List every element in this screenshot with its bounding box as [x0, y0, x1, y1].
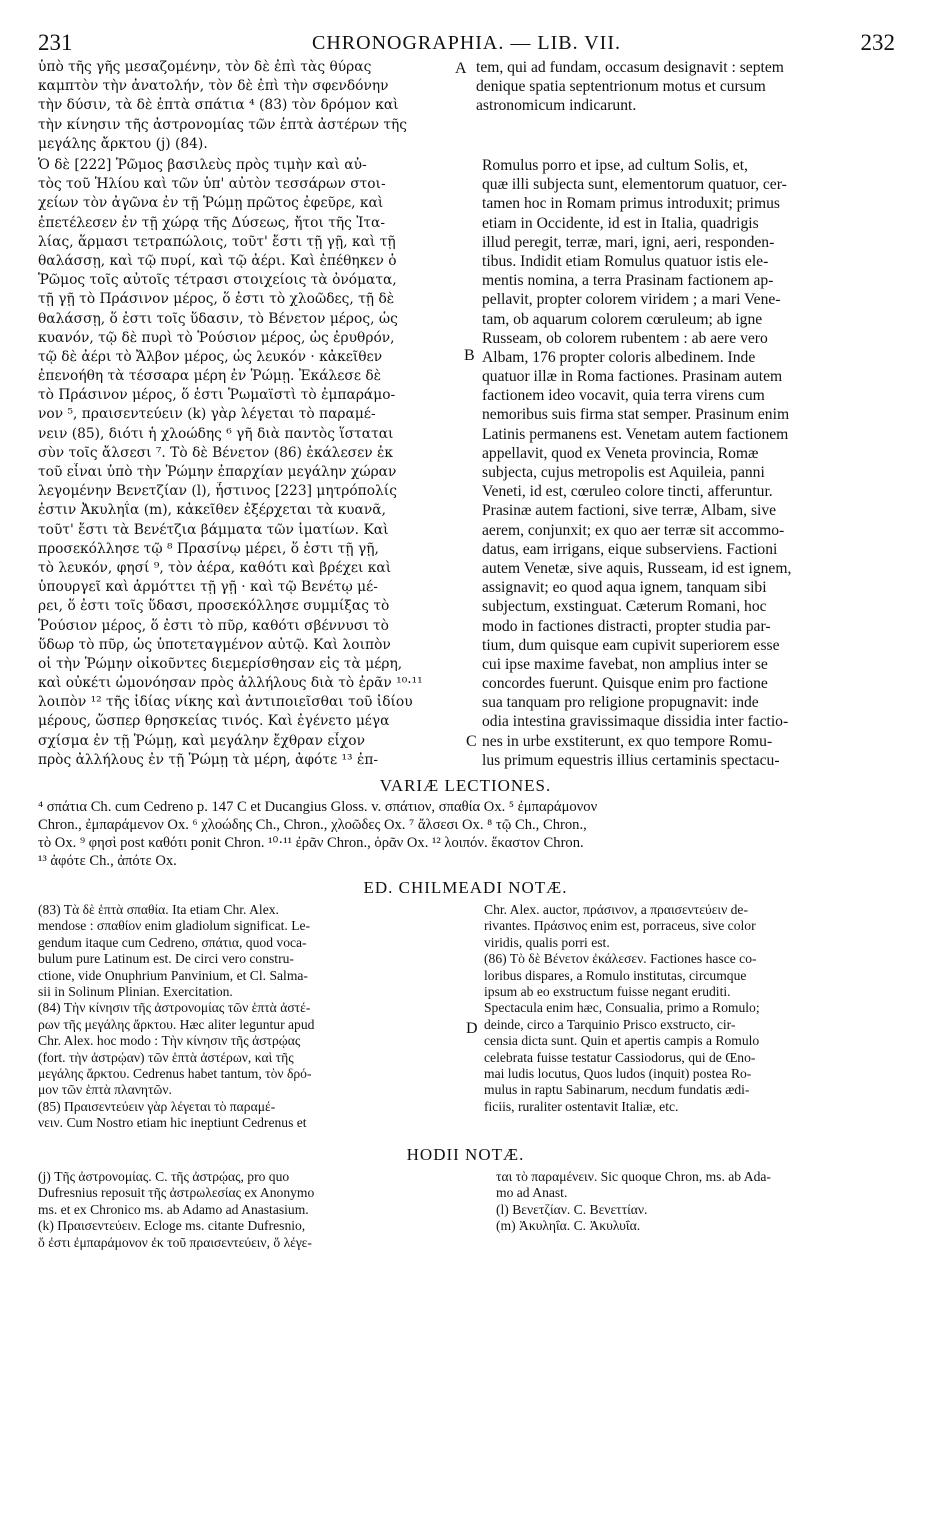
text-line: νειν. Cum Nostro etiam hic ineptiunt Cedrenus et — [38, 1115, 307, 1131]
text-line: nes in urbe exstiterunt, ex quo tempore Romu- — [482, 732, 773, 750]
text-line: sii in Solinum Plinian. Exercitation. — [38, 983, 233, 999]
text-line: Veneti, id est, cœruleo colore tincti, afferuntur. — [482, 483, 773, 501]
text-line: tam, ob aquarum colorem cœruleum; ab igne — [482, 310, 763, 328]
text-line: τὸς τοῦ Ἡλίου καὶ τῶν ὑπ' αὐτὸν τεσσάρων στοι- — [38, 176, 386, 193]
text-line: denique spatia septentrionum motus et cursum — [476, 78, 766, 96]
text-line: illud peregit, terræ, mari, igni, aeri, responden- — [482, 233, 775, 251]
text-line: ⁴ σπάτια Ch. cum Cedreno p. 147 C et Ducangius Gloss. v. σπάτιον, σπαθία Ox. ⁵ ἐμπαράμονον — [38, 799, 598, 815]
text-line: factionem ideo vocavit, quia terra virens cum — [482, 387, 765, 405]
text-line: (l) Βενετζίαν. C. Βενεττίαν. — [496, 1201, 648, 1217]
text-line: mentis nomina, a terra Prasinam factionem ap- — [482, 272, 774, 290]
text-line: mo ad Anast. — [496, 1185, 568, 1201]
text-line: μον τῶν ἑπτὰ πλανητῶν. — [38, 1082, 172, 1098]
text-line: τὸ Πράσινον μέρος, ὅ ἐστι Ῥωμαϊστὶ τὸ ἐμπαράμο- — [38, 387, 396, 404]
text-line: ὑπὸ τῆς γῆς μεσαζομένην, τὸν δὲ ἐπὶ τὰς θύρας — [38, 59, 372, 75]
text-line: κυανόν, τῷ δὲ πυρὶ τὸ Ῥούσιον μέρος, ὡς ἐρυθρόν, — [38, 329, 395, 346]
variae-lectiones-block — [38, 798, 895, 870]
text-line: ται τὸ παραμένειν. Sic quoque Chron, ms. ab Ada- — [496, 1169, 771, 1184]
text-line: μεγάλης ἄρκτου. Cedrenus habet tantum, τὸν δρό- — [38, 1065, 312, 1081]
text-line: tibus. Indidit etiam Romulus quatuor istis ele- — [482, 252, 769, 270]
text-line: (85) Πραισεντεύειν γὰρ λέγεται τὸ παραμέ- — [38, 1098, 276, 1114]
text-line: νον ⁵, πραισεντεύειν (k) γὰρ λέγεται τὸ παραμέ- — [38, 406, 376, 423]
text-line: ὕδωρ τὸ πῦρ, ὡς ὑποτεταγμένον αὐτῷ. Καὶ λοιπὸν — [38, 636, 391, 653]
text-line: Chr. Alex. auctor, πράσινον, a πραισεντεύειν de- — [484, 902, 748, 917]
text-line: Albam, 176 propter coloris albedinem. Inde — [482, 348, 756, 366]
text-line: λοιπὸν ¹² τῆς ἰδίας νίκης καὶ ἀντιποιεῖσθαι τοῦ ἰδίου — [38, 694, 413, 711]
variae-lectiones-title: VARIÆ LECTIONES. — [379, 776, 552, 795]
text-line: ὑπουργεῖ καὶ ἁρμόττει τῇ γῇ · καὶ τῷ Βενέτῳ μέ- — [38, 579, 378, 596]
text-line: λίας, ἅρμασι τετραπώλοις, τοῦτ' ἔστι τῇ γῇ, καὶ τῇ — [38, 233, 396, 250]
text-line: Ῥούσιον μέρος, ὅ ἐστι τὸ πῦρ, καθότι σβέννυσι τὸ — [38, 617, 389, 634]
page-number-left: 231 — [38, 30, 73, 55]
text-line: nemoribus suis firma stat semper. Prasinum enim — [482, 406, 790, 424]
text-line: quæ illi subjecta sunt, elementorum quatuor, cer- — [482, 176, 787, 194]
text-line: Chron., ἐμπαράμενον Ox. ⁶ χλοώδης Ch., Chron., χλοῶδες Ox. ⁷ ἄλσεσι Ox. ⁸ τῷ Ch., Chron., — [38, 817, 587, 833]
text-line: ms. et ex Chronico ms. ab Adamo ad Anastasium. — [38, 1201, 309, 1217]
text-line: lus primum equestris illius certaminis spectacu- — [482, 751, 780, 769]
text-line: gendum itaque cum Cedreno, σπάτια, quod voca- — [38, 934, 307, 950]
running-header — [38, 30, 895, 56]
text-line: celebrata fuisse testatur Cassiodorus, qui de Œno- — [484, 1049, 756, 1065]
text-line: datus, eam irrigans, eique subserviens. Factioni — [482, 540, 778, 558]
text-line: ρει, ὅ ἐστι τοῖς ὕδασι, προσεκόλλησε συμμίξας τὸ — [38, 598, 390, 615]
text-line: Ὁ δὲ [222] Ῥῶμος βασιλεὺς πρὸς τιμὴν καὶ αὐ- — [38, 157, 367, 173]
text-line: Dufresnius reposuit τῆς ἀστρωλεσίας ex Anonymo — [38, 1185, 315, 1201]
text-line: odia intestina gravissimaque dissidia inter factio- — [482, 713, 789, 731]
text-line: Prasinæ autem factioni, sive terræ, Albam, sive — [482, 502, 777, 520]
text-line: μεγάλης ἄρκτου (j) (84). — [38, 135, 208, 152]
chilmead-notes-title: ED. CHILMEADI NOTÆ. — [363, 878, 568, 897]
text-line: aerem, conjunxit; ex quo aer terræ sit accommo- — [482, 521, 785, 539]
text-line: πρὸς ἀλλήλους ἐν τῇ Ῥώμῃ τὰ μέρη, ἀφότε ¹³ ἐπ- — [38, 751, 379, 768]
text-line: autem Venetæ, sive aquis, Russeam, id est ignem, — [482, 559, 792, 577]
text-line: τοῦτ' ἔστι τὰ Βενέτζια βάμματα τῶν ἱματίων. Καὶ — [38, 521, 389, 538]
latin-main-column — [482, 156, 895, 770]
text-line: (84) Τὴν κίνησιν τῆς ἀστρονομίας τῶν ἑπτὰ ἀστέ- — [38, 1000, 311, 1016]
text-line: νειν (85), διότι ἡ χλοώδης ⁶ γῆ διὰ παντὸς ἵσταται — [38, 425, 394, 442]
text-line: μέρους, ὥσπερ θρησκείας τινός. Καὶ ἐγένετο μέγα — [38, 713, 390, 730]
text-line: χείων τὸν ἀγῶνα ἐν τῇ Ῥώμῃ πρῶτος ἐφεῦρε, καὶ — [38, 195, 384, 212]
text-line: cui ipse maxime favebat, non amplius inter se — [482, 655, 768, 673]
text-line: (86) Τὸ δὲ Βένετον ἐκάλεσεν. Factiones hasce co- — [484, 951, 757, 967]
text-line: mai ludis locutus, Quos ludos (inquit) postea Ro- — [484, 1065, 752, 1081]
text-line: bulum pure Latinum est. De circi vero constru- — [38, 951, 294, 967]
text-line: (m) Ἀκυληΐα. C. Ἀκυλυΐα. — [496, 1218, 641, 1234]
text-line: Ῥῶμος τοῖς αὐτοῖς τέτρασι στοιχείοις τὰ ὀνόματα, — [38, 272, 397, 289]
margin-marker-c: C — [466, 733, 477, 750]
text-line: ρων τῆς μεγάλης ἄρκτου. Hæc aliter leguntur apud — [38, 1016, 315, 1032]
greek-top-block — [38, 58, 464, 154]
text-line: θαλάσσῃ, ὅ ἐστι τοῖς ὕδασιν, τὸ Βένετον μέρος, ὡς — [38, 310, 398, 327]
text-line: appellavit, quod ex Veneta provincia, Romæ — [482, 444, 759, 462]
text-line: tamen hoc in Romam primus introduxit; primus — [482, 195, 780, 213]
page-number-right: 232 — [860, 30, 895, 55]
text-line: rivantes. Πράσινος enim est, porraceus, sive color — [484, 918, 756, 934]
text-line: σχίσμα ἐν τῇ Ῥώμῃ, καὶ μεγάλην ἔχθραν εἶχον — [38, 732, 365, 749]
text-line: quatuor illæ in Roma factiones. Prasinam autem — [482, 368, 783, 386]
text-line: censia dicta sunt. Quin et apertis campis a Romulo — [484, 1033, 760, 1049]
chilmead-notes-left — [38, 902, 464, 1131]
text-line: pellavit, propter colorem viridem ; a mari Vene- — [482, 291, 781, 309]
text-line: deinde, circo a Tarquinio Prisco exstructo, cir- — [484, 1016, 736, 1032]
text-line: ipsum ab eo exstructum fuisse negant eruditi. — [484, 983, 731, 999]
text-line: λεγομένην Βενετζίαν (l), ἧστινος [223] μητρόπολίς — [38, 483, 397, 500]
text-line: (fort. τὴν ἀστρῴαν) τῶν ἑπτὰ ἀστέρων, καὶ τῆς — [38, 1049, 294, 1065]
text-line: viridis, qualis porri est. — [484, 934, 610, 950]
text-line: assignavit; eo quod aqua ignem, tanquam sibi — [482, 579, 767, 597]
text-line: concordes fuerunt. Quisque enim pro factione — [482, 675, 768, 693]
text-line: προσεκόλλησε τῷ ⁸ Πρασίνῳ μέρει, ὅ ἐστι τῇ γῇ, — [38, 540, 379, 557]
text-line: ficiis, ruraliter ostentavit Italiæ, etc. — [484, 1098, 679, 1114]
text-line: Spectacula enim hæc, Consualia, primo a Romulo; — [484, 1000, 760, 1016]
text-line: loribus dispares, a Romulo institutas, circumque — [484, 967, 747, 983]
margin-marker-b: B — [464, 347, 475, 364]
text-line: τὸ λευκόν, φησί ⁹, τὸν ἀέρα, καθότι καὶ βρέχει καὶ — [38, 559, 392, 576]
text-line: modo in factiones distracti, propter studia par- — [482, 617, 771, 635]
text-line: Romulus porro et ipse, ad cultum Solis, et, — [482, 157, 748, 174]
text-line: ἐστιν Ἀκυληΐα (m), κἀκεῖθεν ἐξέρχεται τὰ κυανᾶ, — [38, 502, 386, 519]
text-line: ἐπενοήθη τὰ τέσσαρα μέρη ἐν Ῥώμῃ. Ἐκάλεσε δὲ — [38, 368, 382, 385]
hodii-notes-title: HODII NOTÆ. — [406, 1145, 525, 1164]
greek-main-column — [38, 156, 464, 770]
text-line: (k) Πραισεντεύειν. Ecloge ms. citante Dufresnio, — [38, 1218, 306, 1234]
chilmead-notes-right — [484, 902, 895, 1115]
text-line: Russeam, ob colorem rubentem : ab aere vero — [482, 329, 768, 347]
text-line: Chr. Alex. hoc modo : Τὴν κίνησιν τῆς ἀστρῴας — [38, 1033, 301, 1049]
text-line: τῇ γῇ τὸ Πράσινον μέρος, ὅ ἐστι τὸ χλοῶδες, τῇ δὲ — [38, 291, 395, 308]
text-line: τὴν κίνησιν τῆς ἀστρονομίας τῶν ἑπτὰ ἀστέρων τῆς — [38, 116, 407, 133]
text-line: τὸ Ox. ⁹ φησὶ post καθότι ponit Chron. ¹⁰·¹¹ ἐρᾶν Chron., ὁρᾶν Ox. ¹² λοιπόν. ἕκαστον Chron. — [38, 835, 584, 851]
text-line: τῷ δὲ ἀέρι τὸ Ἄλβον μέρος, ὡς λευκόν · κἀκεῖθεν — [38, 348, 383, 365]
hodii-notes-right — [496, 1169, 895, 1235]
latin-top-block — [476, 58, 895, 116]
text-line: etiam in Occidente, id est in Italia, quadrigis — [482, 214, 759, 232]
text-line: θαλάσσῃ, καὶ τῷ πυρί, καὶ τῷ ἀέρι. Καὶ ἐπέθηκεν ὁ — [38, 252, 397, 269]
text-line: tium, dum quisque eam cupivit superiorem esse — [482, 636, 780, 654]
text-line: ἐπετέλεσεν ἐν τῇ χώρᾳ τῆς Δύσεως, ἤτοι τῆς Ἰτα- — [38, 214, 386, 231]
text-line: astronomicum indicarunt. — [476, 97, 637, 115]
text-line: subjectum, exstinguat. Cæterum Romani, hoc — [482, 598, 767, 616]
text-line: σὺν τοῖς ἄλσεσι ⁷. Τὸ δὲ Βένετον (86) ἐκάλεσεν ἐκ — [38, 444, 394, 461]
text-line: subjecta, cujus metropolis est Aquileia, panni — [482, 464, 765, 481]
margin-marker-a: A — [455, 60, 467, 77]
text-line: sua tanquam pro religione propugnavit: inde — [482, 694, 759, 712]
text-line: τὴν δύσιν, τὰ δὲ ἑπτὰ σπάτια ⁴ (83) τὸν δρόμον καὶ — [38, 97, 399, 114]
text-line: τοῦ εἶναι ὑπὸ τὴν Ῥώμην ἐπαρχίαν μεγάλην χώραν — [38, 464, 397, 480]
text-line: ὅ ἐστι ἐμπαράμονον ἐκ τοῦ πραισεντεύειν, ὅ λέγε- — [38, 1234, 312, 1250]
text-line: ctione, vide Onuphrium Panvinium, et Cl. Salma- — [38, 967, 308, 983]
text-line: Latinis permanens est. Venetam autem factionem — [482, 425, 789, 443]
margin-marker-d: D — [466, 1020, 478, 1037]
text-line: ¹³ ἀφότε Ch., ἀπότε Ox. — [38, 853, 177, 869]
text-line: mulus in raptu Sabinarum, necdum fundatis ædi- — [484, 1082, 750, 1098]
text-line: καὶ οὐκέτι ὡμονόησαν πρὸς ἀλλήλους διὰ τὸ ἐρᾶν ¹⁰·¹¹ — [38, 675, 423, 692]
text-line: mendose : σπαθίον enim gladiolum significat. Le- — [38, 918, 311, 934]
text-line: (j) Τῆς ἀστρονομίας. C. τῆς ἀστρῴας, pro quo — [38, 1169, 290, 1184]
text-line: (83) Τὰ δὲ ἑπτὰ σπαθία. Ita etiam Chr. Alex. — [38, 902, 279, 917]
text-line: tem, qui ad fundam, occasum designavit : septem — [476, 59, 784, 76]
running-title: CHRONOGRAPHIA. — LIB. VII. — [312, 32, 621, 54]
text-line: καμπτὸν τὴν ἀνατολήν, τὸν δὲ ἐπὶ τὴν σφενδόνην — [38, 78, 389, 95]
text-line: οἱ τὴν Ῥώμην οἰκοῦντες διεμερίσθησαν εἰς τὰ μέρη, — [38, 655, 403, 672]
hodii-notes-left — [38, 1169, 478, 1251]
